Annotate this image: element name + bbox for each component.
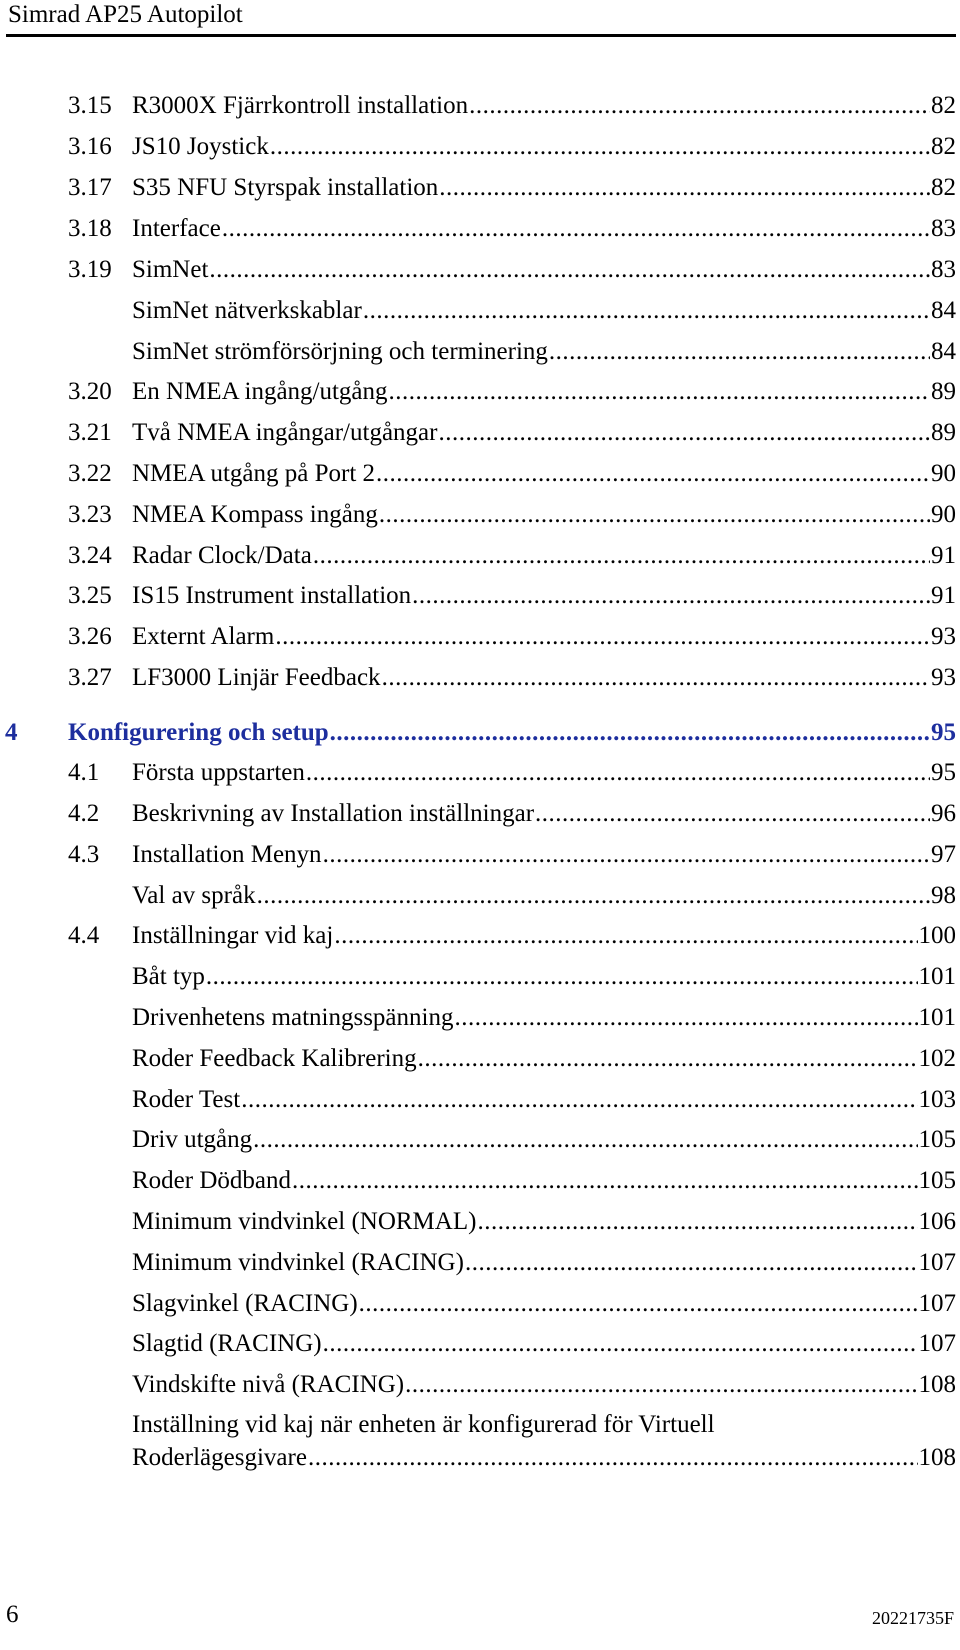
toc-entry-page: 96 [931,800,956,827]
dot-leader [359,1289,918,1319]
toc-entry-title: Interface [132,215,221,242]
toc-entry-page: 108 [918,1371,956,1398]
dot-leader [275,622,930,652]
toc-entry-number: 3.15 [68,92,112,119]
dot-leader [330,718,930,748]
toc-entry-title: Beskrivning av Installation inställningar [132,800,535,827]
toc-entry-title: JS10 Joystick [132,133,269,160]
dot-leader [292,1166,918,1196]
toc-entry-page: 105 [918,1167,956,1194]
toc-entry-number: 3.17 [68,174,112,201]
toc-entry-page: 105 [918,1126,956,1153]
toc-entry-title: Drivenhetens matningsspänning [132,1004,454,1031]
toc-entry[interactable] [0,132,960,162]
toc-entry[interactable] [0,1370,960,1400]
toc-entry-multiline[interactable] [0,1410,960,1476]
dot-leader [323,1329,918,1359]
toc-entry-page: 91 [931,542,956,569]
dot-leader [549,337,930,367]
toc-entry-title: Vindskifte nivå (RACING) [132,1371,405,1398]
dot-leader [241,1085,917,1115]
toc-chapter-page: 95 [931,719,956,746]
header-title: Simrad AP25 Autopilot [8,1,243,28]
toc-entry[interactable] [0,1248,960,1278]
toc-entry-title: Två NMEA ingångar/utgångar [132,419,438,446]
toc-entry[interactable] [0,581,960,611]
dot-leader [439,173,930,203]
toc-chapter-number: 4 [5,719,18,746]
dot-leader [535,799,930,829]
toc-entry[interactable] [0,962,960,992]
toc-entry[interactable] [0,663,960,693]
toc-entry-title: LF3000 Linjär Feedback [132,664,381,691]
dot-leader [363,296,930,326]
toc-entry-number: 3.27 [68,664,112,691]
toc-entry-title: S35 NFU Styrspak installation [132,174,439,201]
toc-entry-page: 101 [918,963,956,990]
toc-entry-page: 90 [931,501,956,528]
toc-entry-number: 4.4 [68,922,100,949]
dot-leader [454,1003,917,1033]
toc-entry-page: 82 [931,174,956,201]
toc-entry-page: 82 [931,133,956,160]
toc-entry-title: Slagtid (RACING) [132,1330,322,1357]
page-header [6,0,956,37]
dot-leader [412,581,930,611]
toc-entry-title: Minimum vindvinkel (NORMAL) [132,1208,477,1235]
toc-entry-page: 98 [931,882,956,909]
toc-entry[interactable] [0,622,960,652]
toc-entry-number: 3.19 [68,256,112,283]
dot-leader [222,214,930,244]
toc-entry[interactable] [0,1003,960,1033]
dot-leader [209,255,930,285]
toc-entry-page: 101 [918,1004,956,1031]
dot-leader [257,881,930,911]
toc-entry-number: 3.16 [68,133,112,160]
toc-entry[interactable] [0,1166,960,1196]
toc-entry-title-line1: Inställning vid kaj när enheten är konfigurerad för Virtuell [132,1411,715,1438]
dot-leader [379,500,930,530]
toc-entry-title: NMEA Kompass ingång [132,501,378,528]
toc-entry-page: 83 [931,256,956,283]
toc-entry[interactable] [0,91,960,121]
toc-entry[interactable] [0,500,960,530]
dot-leader [313,541,930,571]
toc-entry[interactable] [0,459,960,489]
toc-entry-number: 3.20 [68,378,112,405]
dot-leader [418,1044,918,1074]
toc-chapter-title: Konfigurering och setup [68,719,329,746]
toc-entry-number: 3.23 [68,501,112,528]
toc-entry-page: 90 [931,460,956,487]
dot-leader [382,663,930,693]
toc-entry[interactable] [0,799,960,829]
toc-entry[interactable] [0,255,960,285]
toc-entry-title: Inställningar vid kaj [132,922,334,949]
toc-entry-title-line2: Roderlägesgivare [132,1444,307,1471]
toc-entry-title: R3000X Fjärrkontroll installation [132,92,469,119]
toc-entry-page: 102 [918,1045,956,1072]
toc-entry-page: 84 [931,297,956,324]
toc-entry-page: 89 [931,419,956,446]
toc-entry-title: SimNet nätverkskablar [132,297,362,324]
toc-entry[interactable] [0,377,960,407]
toc-entry-page: 100 [918,922,956,949]
toc-entry-page: 83 [931,215,956,242]
footer-page-number: 6 [6,1601,19,1628]
toc-entry-title: IS15 Instrument installation [132,582,412,609]
toc-entry-page: 107 [918,1249,956,1276]
dot-leader [306,758,930,788]
toc-entry-page: 107 [918,1290,956,1317]
toc-entry[interactable] [0,541,960,571]
toc-entry-title: SimNet strömförsörjning och terminering [132,338,548,365]
toc-entry-title: Val av språk [132,882,256,909]
toc-entry-title: Driv utgång [132,1126,253,1153]
dot-leader [469,91,930,121]
toc-entry-page: 93 [931,664,956,691]
toc-entry[interactable] [0,418,960,448]
toc-entry-page: 91 [931,582,956,609]
toc-chapter-entry[interactable] [0,718,960,748]
toc-entry[interactable] [0,214,960,244]
dot-leader [376,459,930,489]
toc-entry-page: 97 [931,841,956,868]
toc-entry-title: Slagvinkel (RACING) [132,1290,358,1317]
toc-entry-page: 89 [931,378,956,405]
footer-doc-code: 20221735F [871,1608,954,1628]
toc-entry[interactable] [0,1207,960,1237]
dot-leader [334,921,917,951]
toc-entry-page: 106 [918,1208,956,1235]
toc-entry-number: 3.26 [68,623,112,650]
toc-entry[interactable] [0,1289,960,1319]
toc-entry[interactable] [0,921,960,951]
dot-leader [465,1248,918,1278]
toc-entry-title: Båt typ [132,963,205,990]
dot-leader [477,1207,917,1237]
toc-entry-number: 3.22 [68,460,112,487]
toc-entry[interactable] [0,1329,960,1359]
dot-leader [270,132,930,162]
dot-leader [323,840,930,870]
toc-entry-number: 3.18 [68,215,112,242]
toc-entry-number: 3.25 [68,582,112,609]
toc-entry-title: En NMEA ingång/utgång [132,378,388,405]
toc-entry[interactable] [0,840,960,870]
toc-entry[interactable] [0,1125,960,1155]
dot-leader [253,1125,917,1155]
dot-leader [438,418,930,448]
toc-entry-number: 4.2 [68,800,100,827]
toc-entry-title: Installation Menyn [132,841,322,868]
toc-entry[interactable] [0,758,960,788]
toc-entry[interactable] [0,1085,960,1115]
dot-leader [206,962,918,992]
toc-entry[interactable] [0,296,960,326]
toc-entry-page: 82 [931,92,956,119]
dot-leader [389,377,930,407]
toc-entry-number: 3.21 [68,419,112,446]
toc-entry[interactable] [0,337,960,367]
toc-entry-title: Externt Alarm [132,623,275,650]
toc-entry-title: Roder Feedback Kalibrering [132,1045,417,1072]
toc-entry-page: 103 [918,1086,956,1113]
toc-entry-number: 4.1 [68,759,100,786]
toc-entry-title: SimNet [132,256,209,283]
toc-entry-title: NMEA utgång på Port 2 [132,460,376,487]
toc-entry-title: Radar Clock/Data [132,542,312,569]
toc-entry-page: 107 [918,1330,956,1357]
toc-entry-number: 3.24 [68,542,112,569]
toc-entry[interactable] [0,881,960,911]
toc-entry-page: 108 [918,1444,956,1471]
toc-entry[interactable] [0,173,960,203]
toc-entry-number: 4.3 [68,841,100,868]
toc-entry-title: Roder Dödband [132,1167,291,1194]
toc-entry-title: Första uppstarten [132,759,305,786]
toc-entry-page: 93 [931,623,956,650]
dot-leader [308,1443,918,1473]
toc-entry-title: Minimum vindvinkel (RACING) [132,1249,464,1276]
toc-entry-title: Roder Test [132,1086,241,1113]
dot-leader [405,1370,917,1400]
toc-entry-page: 84 [931,338,956,365]
toc-entry-page: 95 [931,759,956,786]
toc-entry[interactable] [0,1044,960,1074]
